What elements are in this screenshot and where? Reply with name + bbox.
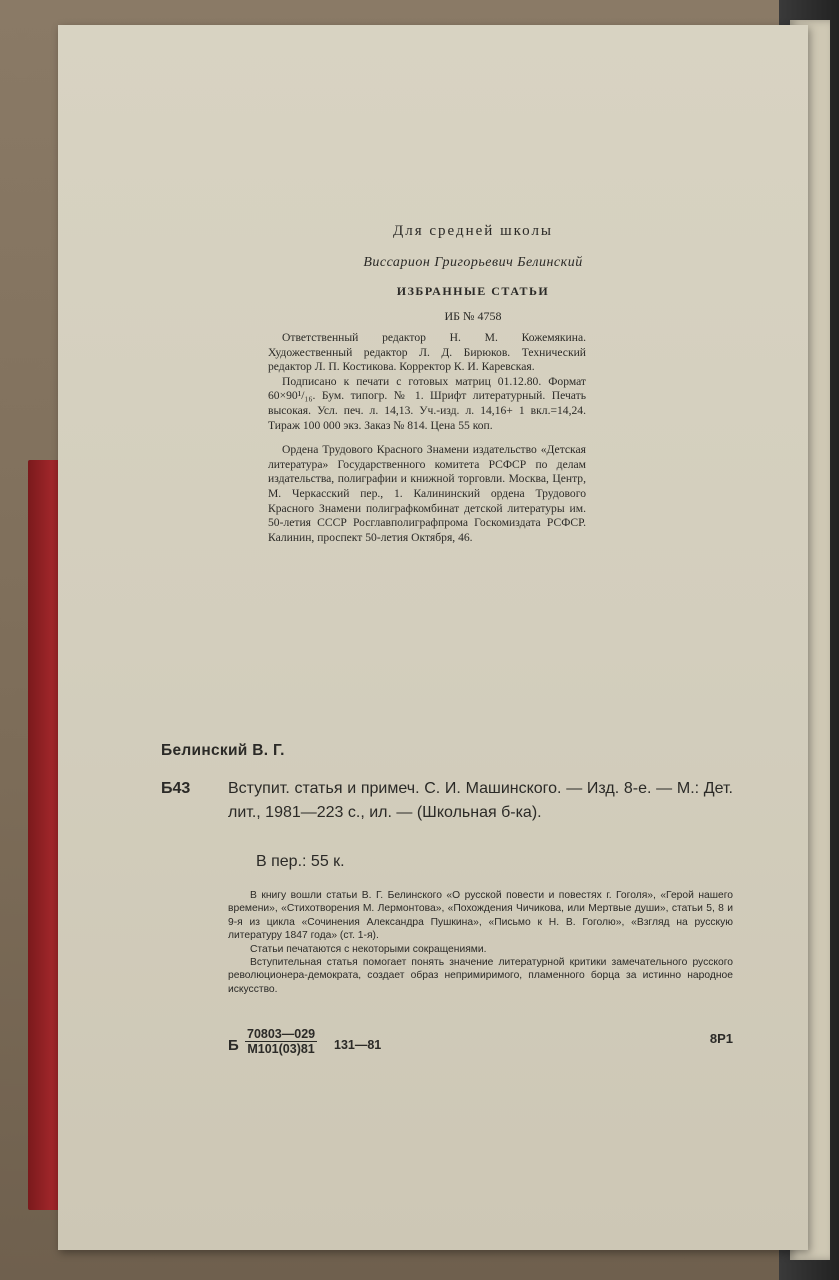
publisher-paragraph: Ордена Трудового Красного Знамени издательство «Детская литература» Государственного комитета РСФСР по делам издательства, полиграфии и книжной торговли. Москва, Центр, М. Черкасский пер., 1. Калининский ордена Трудового Красного Знамени полиграфкомбинат детской литературы им. 50-летия СССР Росглавполиграфпрома Госкомиздата РСФСР. Калинин, проспект 50-летия Октября, 46. (268, 443, 586, 544)
catalog-denominator: М101(03)81 (245, 1041, 317, 1056)
imprint-block (268, 331, 586, 545)
annotation-abridged: Статьи печатаются с некоторыми сокращениями. (250, 943, 487, 955)
editors-paragraph: Ответственный редактор Н. М. Кожемякина. Художественный редактор Л. Д. Бирюков. Технический редактор Л. П. Костикова. Корректор К. И. Каревская. (268, 331, 586, 374)
classification-code: 8Р1 (709, 1031, 733, 1046)
catalog-suffix: 131—81 (334, 1038, 382, 1052)
catalog-numerator: 70803—029 (247, 1027, 316, 1041)
author-code: Б43 (161, 780, 191, 797)
series-label: Для средней школы (392, 223, 554, 239)
print-info-paragraph: Подписано к печати с готовых матриц 01.12.80. Формат 60×90¹/₁₆. Бум. типогр. № 1. Шрифт литературный. Печать высокая. Усл. печ. л. 14,13. Уч.-изд. л. 14,16+ 1 вкл.=14,24. Тираж 100 000 экз. Заказ № 814. Цена 55 коп. (268, 374, 586, 432)
book-page (58, 25, 808, 1250)
author-full-name: Виссарион Григорьевич Белинский (363, 255, 583, 270)
annotation-contents: В книгу вошли статьи В. Г. Белинского «О русской повести и повестях г. Гоголя», «Герой нашего времени», «Стихотворения М. Лермонтова», «Похождения Чичикова, или Мертвые души», статьи 5, 8 и 9-я из цикла «Сочинения Александра Пушкина», «Письмо к Н. В. Гоголю», «Взгляд на русскую литературу 1847 года» (ст. 1-я). (228, 890, 733, 942)
annotation-intro: Вступительная статья помогает понять значение литературной критики замечательного русского революционера-демократа, создает образ непримиримого, пламенного борца за истинно народное искусство. (228, 957, 733, 995)
book-title: ИЗБРАННЫЕ СТАТЬИ (396, 284, 550, 298)
annotation-block (228, 889, 733, 996)
catalog-letter: Б (228, 1037, 239, 1054)
bibliographic-description: Вступит. статья и примеч. С. И. Машинского. — Изд. 8-е. — М.: Дет. лит., 1981—223 с., ил. — (Школьная б-ка). (228, 780, 733, 821)
catalog-index (228, 1027, 733, 1067)
bibliographic-author: Белинский В. Г. (161, 742, 285, 759)
ib-number: ИБ № 4758 (444, 309, 502, 323)
price-line: В пер.: 55 к. (256, 853, 345, 870)
catalog-fraction (245, 1027, 317, 1056)
